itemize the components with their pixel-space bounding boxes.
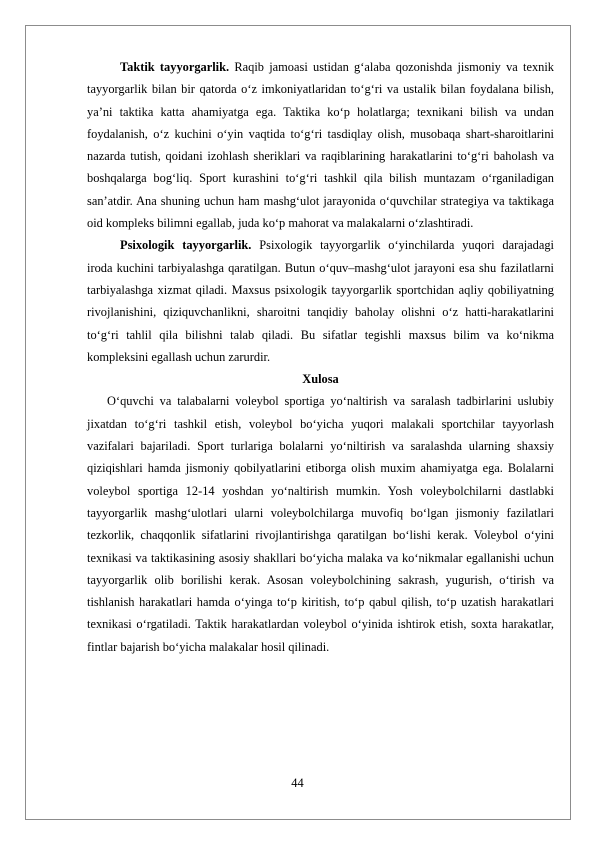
section-title-psychological: Psixologik tayyorgarlik. (120, 238, 252, 253)
document-body (87, 56, 554, 658)
page-number: 44 (291, 776, 304, 790)
paragraph-psychological-preparation (87, 234, 554, 368)
conclusion-heading: Xulosa (302, 372, 339, 387)
paragraph-tactical-preparation (87, 56, 554, 234)
paragraph-conclusion: O‘quvchi va talabalarni voleybol sportiga yo‘naltirish va saralash tadbirlarini uslubiy jixatdan to‘g‘ri tashkil etish, voleybol bo‘yicha yuqori malakali sportchilar tayyorlash vazifalari bajariladi. Sport turlariga bolalarni yo‘niltirish va saralashda ularning shaxsiy qiziqishlari hamda jismoniy qobilyatlarini etiborga olish muxim ahamiyatga ega. Bolalarni voleybol sportiga 12-14 yoshdan yo‘naltirish mumkin. Yosh voleybolchilarni dastlabki tayyorgarlik mashg‘ulotlari ularni voleybolchilarga muvofiq bo‘lgan jismoniy fazilatlari tezkorlik, chaqqonlik sifatlarini rivojlantirishga qaratilgan bo‘lishi kerak. Voleybol o‘yini texnikasi va taktikasining asosiy shakllari bo‘yicha malaka va ko‘nikmalar egallanishi uchun tayyorgarlik olib borilishi kerak. Asosan voleybolchining sakrash, yugurish, o‘tirish va tishlanish harakatlari hamda o‘yinga to‘p kiritish, to‘p qabul qilish, to‘p uzatish harakatlari texnikasi o‘rgatiladi. Taktik harakatlardan voleybol o‘yinida ishtirok etish, soxta harakatlar, fintlar bajarish bo‘yicha malakalar hosil qilinadi. (87, 394, 554, 654)
section-text-psychological: Psixologik tayyorgarlik o‘yinchilarda yuqori darajadagi iroda kuchini tarbiyalashga qaratilgan. Butun o‘quv–mashg‘ulot jarayoni esa shu fazilatlarni tarbiyalashga xizmat qiladi. Maxsus psixologik tayyorgarlik sportchidan aqliy qobiliyatning rivojlanishini, qiziquvchanlikni, sharoitni tanqidiy baholay olishni o‘z hatti-harakatlarini to‘g‘ri tahlil qila bilishni talab qiladi. Bu sifatlar tegishli maxsus bilim va ko‘nikma kompleksini egallash uchun zarurdir. (87, 238, 554, 364)
section-text-tactical: Raqib jamoasi ustidan g‘alaba qozonishda jismoniy va texnik tayyorgarlik bilan bir qatorda o‘z imkoniyatlaridan to‘g‘ri va ustalik bilan foydalana bilish, ya’ni taktika katta ahamiyatga ega. Taktika ko‘p holatlarga; texnikani bilish va undan foydalanish, o‘z kuchini o‘yin vaqtida to‘g‘ri tasdiqlay olish, musobaqa shart-sharoitlarini nazarda tutish, qoidani izohlash sheriklari va raqiblarining harakatlarini to‘g‘ri baholash va boshqalarga bog‘liq. Sport kurashini to‘g‘ri tashkil qila bilish muntazam o‘rganiladigan san’atdir. Ana shuning uchun ham mashg‘ulot jarayonida o‘quvchilar strategiya va taktikaga oid kompleks bilimni egallab, juda ko‘p mahorat va malakalarni o‘zlashtiradi. (87, 60, 555, 231)
section-title-tactical: Taktik tayyorgarlik. (120, 60, 230, 74)
